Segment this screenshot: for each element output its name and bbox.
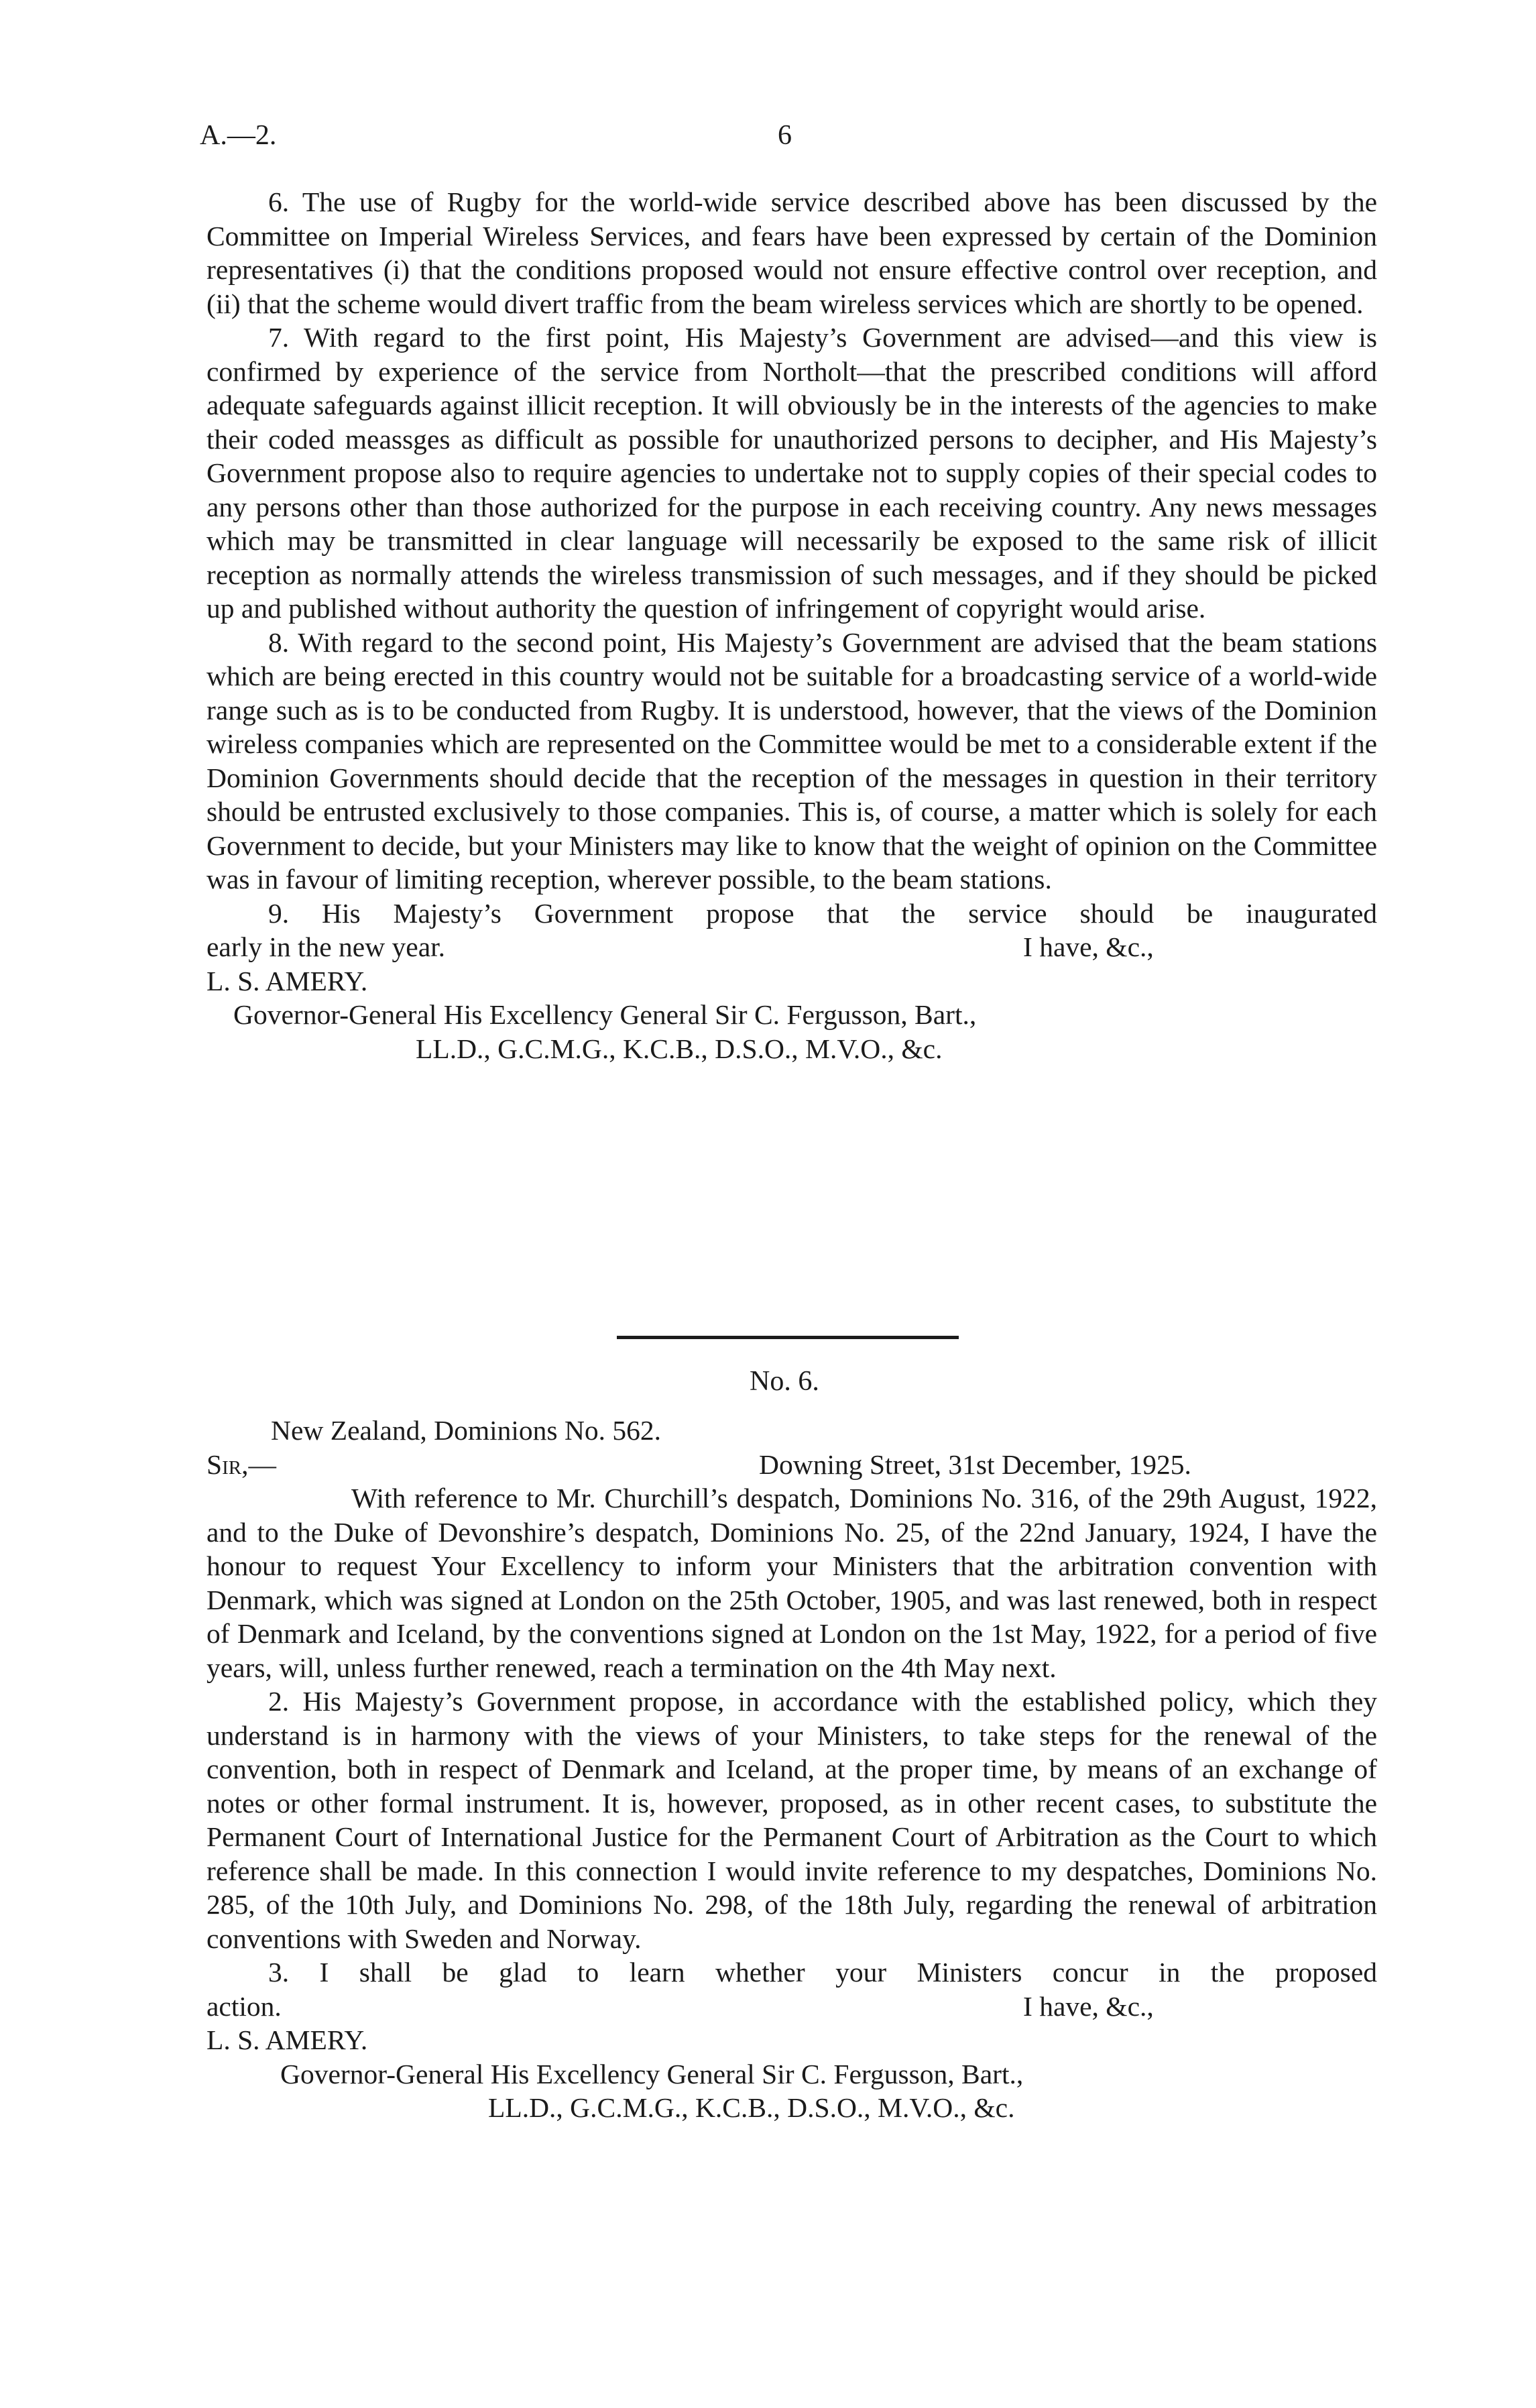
paragraph-1: With reference to Mr. Churchill’s despatch, Dominions No. 316, of the 29th August, 1922, and to the Duke of Devonshire’s despatch, Dominions No. 25, of the 22nd January, 1924, I have the honour to request Your Excellency to inform your Ministers that the arbitration convention with Denmark, which was signed at London on the 25th October, 1905, and was last renewed, both in respect of Denmark and Iceland, by the conventions signed at London on the 1st May, 1922, for a period of five years, will, unless further renewed, reach a termination on the 4th May next. [206,1483,1377,1683]
closing-i-have: I have, &c., [1023,1990,1154,2022]
paragraph-8: 8. With regard to the second point, His Majesty’s Government are advised that the beam stations which are being erected in this country would not be suitable for a broadcasting service of a world-wide range such as is to be conducted from Rugby. It is understood, however, that the views of the Dominion wireless companies which are represented on the Committee would be met to a considerable extent if the Dominion Governments should decide that the reception of the messages in question in their territory should be entrusted exclusively to those companies. This is, of course, a matter which is solely for each Government to decide, but your Ministers may like to know that the weight of opinion on the Committee was in favour of limiting reception, wherever possible, to the beam stations. [206,626,1377,895]
closing-line [206,930,1377,964]
paragraph-7: 7. With regard to the first point, His Majesty’s Government are advised—and this view is confirmed by experience of the service from Northolt—that the prescribed conditions will afford adequate safeguards against illicit reception. It will obviously be in the interests of the agencies to make their coded meassges as difficult as possible for unauthorized persons to decipher, and His Majesty’s Government propose also to require agencies to undertake not to supply copies of their special codes to any persons other than those authorized for the purpose in each receiving country. Any news messages which may be transmitted in clear language will necessarily be exposed to the same risk of illicit reception as normally attends the wireless transmission of such messages, and if they should be picked up and published without authority the question of infringement of copyright would arise. [206,322,1377,624]
closing-i-have: I have, &c., [1023,931,1154,962]
document-reference: A.—2. [200,120,277,151]
salutation: Sir,— [206,1448,276,1480]
despatch-reference: New Zealand, Dominions No. 562. [271,1415,662,1446]
paragraph-3: 3. I shall be glad to learn whether your Ministers concur in the proposed [268,1957,1377,1988]
dateline: Downing Street, 31st December, 1925. [759,1448,1191,1480]
addressee-line-1: Governor-General His Excellency General Sir C. Fergusson, Bart., [280,2058,1024,2089]
despatch-5-body [206,185,1377,1066]
addressee-line-2: LL.D., G.C.M.G., K.C.B., D.S.O., M.V.O., &c. [416,1033,943,1064]
section-divider [617,1336,959,1339]
closing-line [206,1990,1377,2024]
closing-line-start: action. [206,1990,282,2022]
page-number: 6 [778,120,792,151]
signature: L. S. AMERY. [206,2024,368,2055]
addressee-line-2: LL.D., G.C.M.G., K.C.B., D.S.O., M.V.O., &c. [488,2092,1015,2123]
signature: L. S. AMERY. [206,965,368,996]
paragraph-9: 9. His Majesty’s Government propose that the service should be inaugurated [268,897,1377,929]
paragraph-6: 6. The use of Rugby for the world-wide service described above has been discussed by the Committee on Imperial Wireless Services, and fears have been expressed by certain of the Dominion representatives (i) that the conditions proposed would not ensure effective control over reception, and (ii) that the scheme would divert traffic from the beam wireless services which are shortly to be opened. [206,186,1377,319]
paragraph-2: 2. His Majesty’s Government propose, in accordance with the established policy, which they understand is in harmony with the views of your Ministers, to take steps for the renewal of the convention, both in respect of Denmark and Iceland, at the proper time, by means of an exchange of notes or other formal instrument. It is, however, proposed, as in other recent cases, to substitute the Permanent Court of International Justice for the Permanent Court of Arbitration as the Court to which reference shall be made. In this connection I would invite reference to my despatches, Dominions No. 285, of the 10th July, and Dominions No. 298, of the 18th July, regarding the renewal of arbitration conventions with Sweden and Norway. [206,1686,1377,1954]
closing-line-start: early in the new year. [206,931,446,962]
salutation-line [206,1448,1377,1482]
despatch-6-body [206,1414,1377,2125]
addressee-line-1: Governor-General His Excellency General Sir C. Fergusson, Bart., [233,999,977,1030]
despatch-heading: No. 6. [750,1366,819,1397]
